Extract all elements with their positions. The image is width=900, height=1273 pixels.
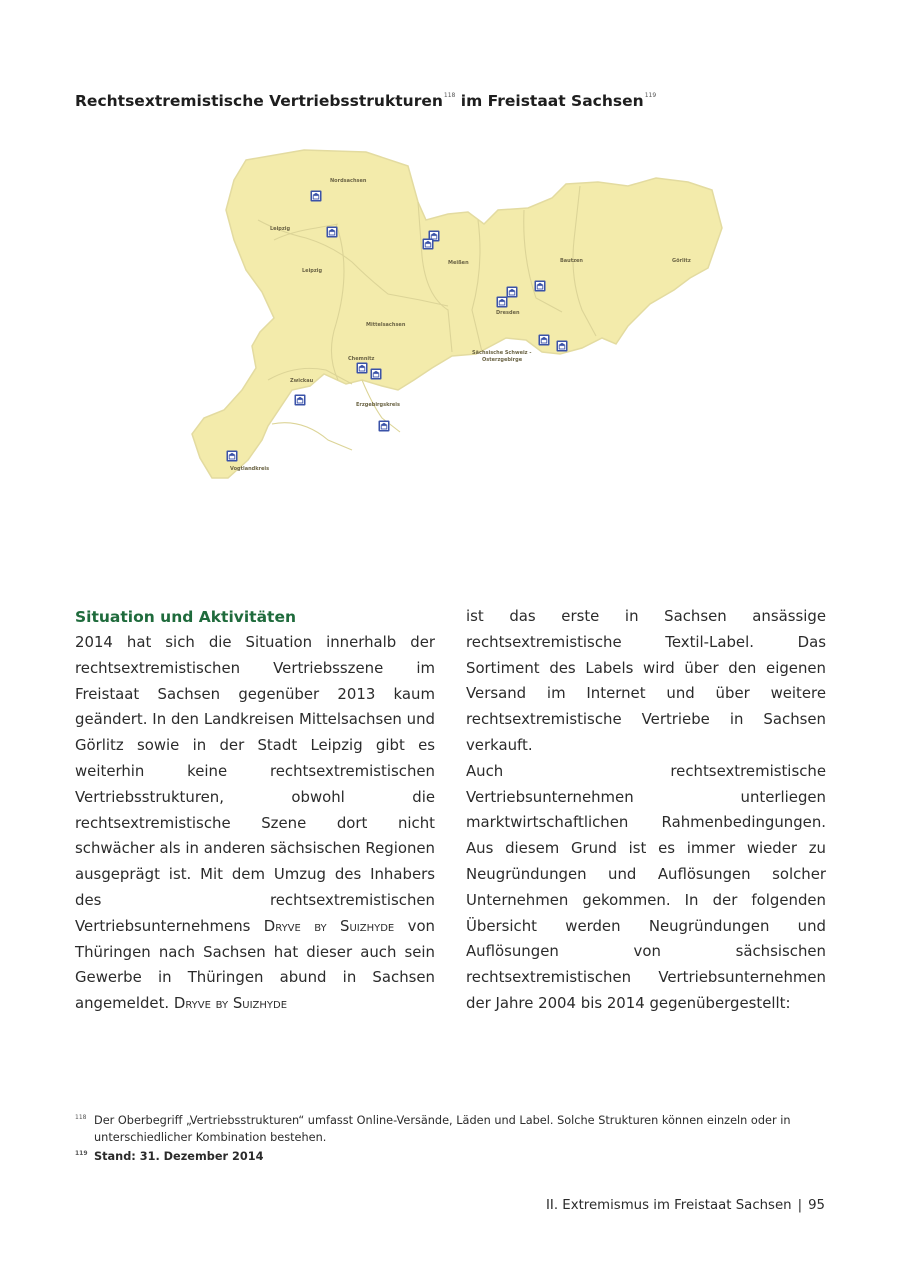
label-erzgebirgskreis: Erzgebirgskreis (356, 402, 400, 408)
label-mittelsachsen: Mittelsachsen (366, 322, 406, 328)
body-paragraph (75, 630, 435, 1017)
page-footer (546, 1198, 825, 1213)
page-title (75, 92, 835, 110)
footnote-119 (75, 1148, 835, 1165)
shop-icon[interactable] (311, 191, 322, 202)
shop-icon[interactable] (557, 341, 568, 352)
label-saechsische-schweiz: Sächsische Schweiz - (472, 350, 532, 356)
shop-icon[interactable] (497, 297, 508, 308)
label-goerlitz: Görlitz (672, 258, 691, 264)
footnote-ref-119[interactable]: 119 (644, 92, 657, 99)
shop-icon[interactable] (295, 395, 306, 406)
label-osterzgebirge: Osterzgebirge (482, 357, 523, 363)
title-text-2: im Freistaat Sachsen (455, 92, 644, 110)
footnote-118 (75, 1112, 835, 1146)
section-heading: Situation und Aktivitäten (75, 608, 297, 626)
label-dresden: Dresden (496, 310, 520, 316)
shop-icon[interactable] (507, 287, 518, 298)
shop-icon[interactable] (227, 451, 238, 462)
label-bautzen: Bautzen (560, 258, 583, 264)
brand-name: Dryve by Suizhyde (173, 994, 288, 1013)
label-meissen: Meißen (448, 260, 469, 266)
left-column (75, 604, 435, 1017)
footnote-text: Stand: 31. Dezember 2014 (94, 1150, 264, 1163)
shop-icon[interactable] (535, 281, 546, 292)
label-nordsachsen: Nordsachsen (330, 178, 367, 184)
footnote-ref-118[interactable]: 118 (443, 92, 456, 99)
right-column (466, 604, 826, 1017)
footer-section: II. Extremismus im Freistaat Sachsen (546, 1198, 792, 1213)
brand-name: Dryve by Suizhyde (263, 916, 395, 935)
footnote-number: 119 (75, 1150, 88, 1157)
label-zwickau: Zwickau (290, 378, 314, 384)
label-chemnitz: Chemnitz (348, 356, 375, 362)
saxony-map (176, 128, 756, 548)
label-leipzig-city: Leipzig (270, 226, 291, 232)
body-paragraph: ist das erste in Sachsen ansässige rechtsextremistische Textil-Label. Das Sortiment des Labels wird über den eigenen Versand im Internet und über weitere rechtsextremistische Vertriebe in Sachsen verkauft. (466, 607, 826, 754)
footer-separator: | (797, 1198, 803, 1213)
shop-icon[interactable] (371, 369, 382, 380)
shop-icon[interactable] (379, 421, 390, 432)
label-vogtlandkreis: Vogtlandkreis (230, 466, 270, 472)
shop-icon[interactable] (357, 363, 368, 374)
body-text-2: von Thüringen nach Sachsen hat dieser auch sein Gewerbe in Thüringen abund in Sachsen angemeldet. (75, 916, 435, 1013)
page-number: 95 (808, 1198, 825, 1213)
saxony-outline (192, 150, 722, 478)
footnotes (75, 1112, 835, 1167)
shop-icon[interactable] (539, 335, 550, 346)
shop-icon[interactable] (327, 227, 338, 238)
footnote-number: 118 (75, 1114, 87, 1121)
shop-icon[interactable] (423, 239, 434, 250)
body-text-1: 2014 hat sich die Situation innerhalb der rechtsextremistischen Vertriebsszene im Freistaat Sachsen gegenüber 2013 kaum geändert. In den Landkreisen Mittelsachsen und Görlitz sowie in der Stadt Leipzig gibt es weiterhin keine rechtsextremistischen Vertriebsstrukturen, obwohl die rechtsextremistische Szene dort nicht schwächer als in anderen sächsischen Regionen ausgeprägt ist. Mit dem Umzug des Inhabers des rechtsextremistischen Vertriebsunternehmens (75, 633, 435, 935)
label-leipzig-district: Leipzig (302, 268, 323, 274)
title-text-1: Rechtsextremistische Vertriebsstrukturen (75, 92, 443, 110)
footnote-text: Der Oberbegriff „Vertriebsstrukturen“ umfasst Online-Versände, Läden und Label. Solche Strukturen können einzeln oder in unterschiedlicher Kombination bestehen. (94, 1114, 791, 1144)
body-paragraph: Auch rechtsextremistische Vertriebsunternehmen unterliegen marktwirtschaftlichen Rahmenbedingungen. Aus diesem Grund ist es immer wieder zu Neugründungen und Auflösungen solcher Unternehmen gekommen. In der folgenden Übersicht werden Neugründungen und Auflösungen von sächsischen rechtsextremistischen Vertriebsunternehmen der Jahre 2004 bis 2014 gegenübergestellt: (466, 761, 826, 1012)
